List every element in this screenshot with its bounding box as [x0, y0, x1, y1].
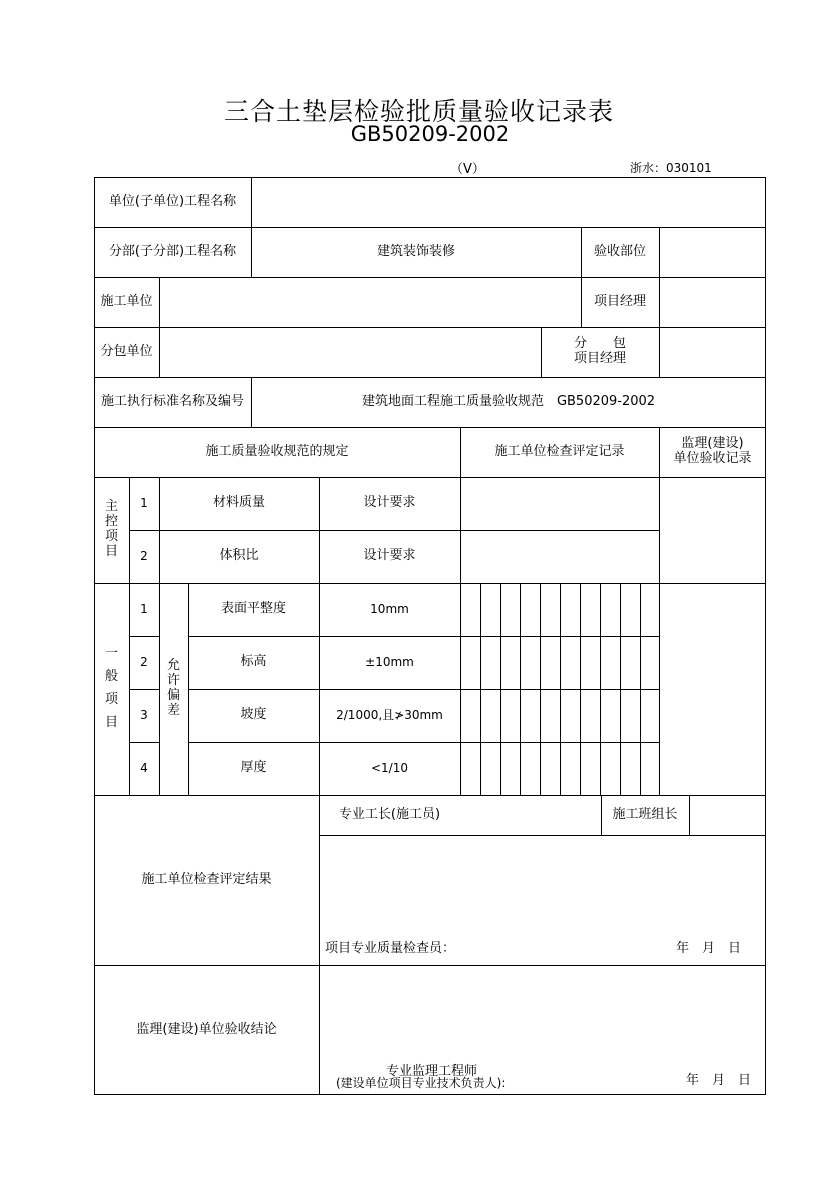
grid-line — [540, 583, 541, 795]
item-requirement: ±10mm — [365, 654, 414, 669]
grid-line — [480, 583, 481, 795]
item-name: 标高 — [240, 654, 267, 670]
grid-line — [500, 583, 501, 795]
group-char: 主 — [104, 499, 118, 515]
grid-line — [560, 583, 561, 795]
item-name: 体积比 — [219, 548, 259, 564]
standard-code: GB50209-2002 — [350, 122, 510, 146]
supervision-date: 年 月 日 — [686, 1073, 752, 1088]
item-number: 4 — [140, 760, 148, 775]
grid-line — [689, 795, 690, 835]
grid-line — [460, 427, 461, 795]
exec-standard-value: 建筑地面工程施工质量验收规范 GB50209-2002 — [361, 393, 656, 409]
division-label: 分部(子分部)工程名称 — [108, 243, 237, 259]
group-char: 目 — [104, 543, 118, 559]
subcontract-unit-value[interactable] — [159, 327, 541, 377]
sub-pm-label — [541, 327, 659, 377]
item-number: 2 — [140, 548, 148, 563]
grid-line — [520, 583, 521, 795]
item-requirement: 设计要求 — [363, 495, 416, 511]
foreman-label: 专业工长(施工员) — [338, 806, 441, 822]
grid-line — [659, 427, 660, 795]
construction-date: 年 月 日 — [676, 941, 742, 956]
grid-line — [600, 583, 601, 795]
construction-result-label: 施工单位检查评定结果 — [141, 871, 272, 887]
owner-label: (建设单位项目专业技术负责人): — [336, 1076, 506, 1090]
group-char: 项 — [104, 692, 118, 707]
group-char: 一 — [104, 646, 118, 662]
inspector-label: 项目专业质量检查员： — [325, 941, 456, 956]
subcontract-unit-label: 分包单位 — [100, 343, 153, 359]
project-manager-label: 项目经理 — [593, 293, 646, 309]
version-label: （V） — [450, 162, 485, 177]
item-requirement: 10mm — [370, 601, 409, 616]
grid-line — [319, 835, 766, 836]
tolerance-label — [159, 583, 188, 795]
item-name: 厚度 — [240, 760, 267, 776]
sub-pm-value[interactable] — [659, 327, 766, 377]
tolerance-char: 差 — [166, 702, 180, 718]
division-value[interactable]: 建筑装饰装修 — [376, 243, 455, 259]
item-name: 表面平整度 — [220, 601, 286, 617]
item-name: 材料质量 — [212, 495, 265, 511]
sub-pm-label-bottom: 项目经理 — [573, 351, 626, 366]
group-char: 目 — [104, 714, 118, 730]
supervision-result-label: 监理(建设)单位验收结论 — [136, 1021, 277, 1037]
unit-name-value[interactable] — [251, 177, 766, 227]
acceptance-part-label: 验收部位 — [593, 243, 646, 259]
tolerance-char: 许 — [166, 673, 180, 689]
tolerance-char: 偏 — [166, 688, 180, 703]
page-title: 三合土垫层检验批质量验收记录表 — [223, 97, 614, 126]
item-number: 2 — [140, 654, 148, 669]
supervision-record-header — [659, 427, 766, 477]
tolerance-char: 允 — [166, 658, 180, 674]
item-number: 3 — [140, 707, 148, 722]
general-items-group-label — [94, 583, 129, 795]
item-number: 1 — [140, 601, 148, 616]
unit-name-label: 单位(子单位)工程名称 — [108, 193, 237, 209]
grid-line — [319, 795, 320, 1095]
group-char: 控 — [104, 514, 118, 530]
acceptance-part-value[interactable] — [659, 227, 766, 277]
main-items-group-label — [94, 477, 129, 583]
item-number: 1 — [140, 495, 148, 510]
group-char: 项 — [104, 529, 118, 544]
item-name: 坡度 — [240, 707, 267, 723]
grid-line — [640, 583, 641, 795]
construction-unit-value[interactable] — [159, 277, 581, 327]
grid-line — [620, 583, 621, 795]
serial-number: 浙水：030101 — [630, 161, 712, 175]
item-requirement: 2/1000,且≯30mm — [336, 707, 443, 722]
spec-header: 施工质量验收规范的规定 — [205, 443, 349, 459]
item-requirement: <1/10 — [370, 760, 408, 775]
construction-record-header: 施工单位检查评定记录 — [494, 443, 625, 459]
engineer-label: 专业监理工程师 — [386, 1064, 478, 1079]
group-char: 般 — [104, 669, 118, 685]
supervision-record-top: 监理(建设) — [681, 436, 744, 452]
sub-pm-label-top: 分 包 — [573, 336, 626, 352]
construction-unit-label: 施工单位 — [100, 293, 153, 309]
supervision-record-bottom: 单位验收记录 — [673, 451, 752, 466]
item-requirement: 设计要求 — [363, 548, 416, 564]
project-manager-value[interactable] — [659, 277, 766, 327]
grid-line — [580, 583, 581, 795]
team-leader-label: 施工班组长 — [612, 806, 678, 822]
exec-standard-label: 施工执行标准名称及编号 — [100, 393, 244, 409]
